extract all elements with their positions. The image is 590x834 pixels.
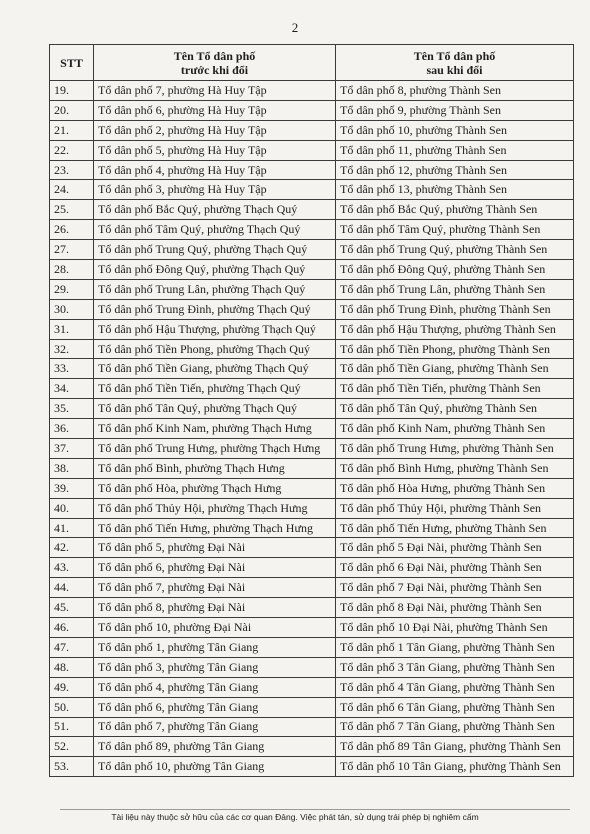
page-number: 2: [291, 20, 299, 35]
cell-stt: 37.: [50, 439, 94, 459]
cell-stt: 43.: [50, 558, 94, 578]
cell-name-before: Tổ dân phố 6, phường Tân Giang: [94, 697, 336, 717]
table-row: [50, 160, 574, 180]
table-row: [50, 737, 574, 757]
cell-stt: 38.: [50, 458, 94, 478]
table-row: [50, 618, 574, 638]
cell-name-after: Tổ dân phố Kinh Nam, phường Thành Sen: [336, 419, 574, 439]
ward-rename-table: [49, 44, 574, 777]
cell-name-after: Tổ dân phố Hòa Hưng, phường Thành Sen: [336, 478, 574, 498]
cell-name-before: Tổ dân phố 4, phường Tân Giang: [94, 677, 336, 697]
cell-name-after: Tổ dân phố Tiền Phong, phường Thành Sen: [336, 339, 574, 359]
cell-name-after: Tổ dân phố 9, phường Thành Sen: [336, 100, 574, 120]
cell-name-before: Tổ dân phố 6, phường Hà Huy Tập: [94, 100, 336, 120]
cell-name-before: Tổ dân phố 6, phường Đại Nài: [94, 558, 336, 578]
header-stt: STT: [50, 45, 94, 81]
cell-name-before: Tổ dân phố 4, phường Hà Huy Tập: [94, 160, 336, 180]
cell-name-after: Tổ dân phố 10 Tân Giang, phường Thành Sen: [336, 757, 574, 777]
cell-name-after: Tổ dân phố 7 Đại Nài, phường Thành Sen: [336, 578, 574, 598]
table-row: [50, 518, 574, 538]
cell-name-before: Tổ dân phố Tiến Hưng, phường Thạch Hưng: [94, 518, 336, 538]
table-row: [50, 538, 574, 558]
header-name-after-line1: Tên Tổ dân phố: [413, 48, 496, 63]
table-row: [50, 399, 574, 419]
cell-stt: 28.: [50, 260, 94, 280]
cell-name-before: Tổ dân phố 10, phường Tân Giang: [94, 757, 336, 777]
table-row: [50, 717, 574, 737]
cell-stt: 53.: [50, 757, 94, 777]
cell-name-before: Tổ dân phố 5, phường Đại Nài: [94, 538, 336, 558]
cell-stt: 52.: [50, 737, 94, 757]
cell-stt: 51.: [50, 717, 94, 737]
cell-name-before: Tổ dân phố Bắc Quý, phường Thạch Quý: [94, 200, 336, 220]
cell-stt: 48.: [50, 657, 94, 677]
cell-name-after: Tổ dân phố 3 Tân Giang, phường Thành Sen: [336, 657, 574, 677]
cell-name-before: Tổ dân phố 7, phường Hà Huy Tập: [94, 81, 336, 101]
cell-stt: 46.: [50, 618, 94, 638]
cell-name-before: Tổ dân phố 7, phường Đại Nài: [94, 578, 336, 598]
header-name-before-line2: trước khi đổi: [180, 62, 249, 77]
cell-name-before: Tổ dân phố 2, phường Hà Huy Tập: [94, 120, 336, 140]
table-row: [50, 677, 574, 697]
cell-stt: 39.: [50, 478, 94, 498]
cell-stt: 35.: [50, 399, 94, 419]
table-row: [50, 558, 574, 578]
footer-divider: [60, 809, 570, 810]
table-row: [50, 81, 574, 101]
cell-name-after: Tổ dân phố Trung Đình, phường Thành Sen: [336, 299, 574, 319]
cell-stt: 23.: [50, 160, 94, 180]
cell-stt: 27.: [50, 240, 94, 260]
cell-name-after: Tổ dân phố Hậu Thượng, phường Thành Sen: [336, 319, 574, 339]
cell-stt: 30.: [50, 299, 94, 319]
cell-name-after: Tổ dân phố 8 Đại Nài, phường Thành Sen: [336, 598, 574, 618]
table-row: [50, 339, 574, 359]
cell-name-before: Tổ dân phố Hòa, phường Thạch Hưng: [94, 478, 336, 498]
cell-name-after: Tổ dân phố Thủy Hội, phường Thành Sen: [336, 498, 574, 518]
cell-name-before: Tổ dân phố Trung Lân, phường Thạch Quý: [94, 279, 336, 299]
table-row: [50, 598, 574, 618]
table-row: [50, 458, 574, 478]
cell-stt: 19.: [50, 81, 94, 101]
table-row: [50, 359, 574, 379]
cell-name-after: Tổ dân phố 10 Đại Nài, phường Thành Sen: [336, 618, 574, 638]
cell-stt: 33.: [50, 359, 94, 379]
cell-stt: 25.: [50, 200, 94, 220]
cell-stt: 22.: [50, 140, 94, 160]
cell-name-before: Tổ dân phố Đông Quý, phường Thạch Quý: [94, 260, 336, 280]
header-name-before-line1: Tên Tổ dân phố: [173, 48, 256, 63]
table-row: [50, 657, 574, 677]
table-row: [50, 220, 574, 240]
cell-name-after: Tổ dân phố 10, phường Thành Sen: [336, 120, 574, 140]
cell-name-after: Tổ dân phố 13, phường Thành Sen: [336, 180, 574, 200]
cell-name-before: Tổ dân phố 10, phường Đại Nài: [94, 618, 336, 638]
table-row: [50, 299, 574, 319]
cell-name-before: Tổ dân phố Bình, phường Thạch Hưng: [94, 458, 336, 478]
cell-name-before: Tổ dân phố Trung Đình, phường Thạch Quý: [94, 299, 336, 319]
cell-name-after: Tổ dân phố 5 Đại Nài, phường Thành Sen: [336, 538, 574, 558]
cell-name-after: Tổ dân phố 6 Tân Giang, phường Thành Sen: [336, 697, 574, 717]
table-row: [50, 439, 574, 459]
cell-name-after: Tổ dân phố 6 Đại Nài, phường Thành Sen: [336, 558, 574, 578]
table-row: [50, 498, 574, 518]
cell-stt: 36.: [50, 419, 94, 439]
cell-name-after: Tổ dân phố Tiền Giang, phường Thành Sen: [336, 359, 574, 379]
table-row: [50, 180, 574, 200]
cell-name-before: Tổ dân phố Thủy Hội, phường Thạch Hưng: [94, 498, 336, 518]
cell-name-before: Tổ dân phố Kinh Nam, phường Thạch Hưng: [94, 419, 336, 439]
table-row: [50, 100, 574, 120]
cell-stt: 41.: [50, 518, 94, 538]
table-row: [50, 120, 574, 140]
table-body: [50, 81, 574, 777]
cell-stt: 29.: [50, 279, 94, 299]
cell-name-before: Tổ dân phố 5, phường Hà Huy Tập: [94, 140, 336, 160]
cell-name-before: Tổ dân phố Tiền Giang, phường Thạch Quý: [94, 359, 336, 379]
cell-name-before: Tổ dân phố Tâm Quý, phường Thạch Quý: [94, 220, 336, 240]
table-row: [50, 240, 574, 260]
table-row: [50, 379, 574, 399]
cell-name-before: Tổ dân phố 1, phường Tân Giang: [94, 637, 336, 657]
cell-name-after: Tổ dân phố Trung Hưng, phường Thành Sen: [336, 439, 574, 459]
cell-stt: 31.: [50, 319, 94, 339]
table-row: [50, 140, 574, 160]
cell-stt: 32.: [50, 339, 94, 359]
table-row: [50, 697, 574, 717]
cell-stt: 44.: [50, 578, 94, 598]
cell-name-before: Tổ dân phố 3, phường Hà Huy Tập: [94, 180, 336, 200]
cell-stt: 20.: [50, 100, 94, 120]
cell-name-before: Tổ dân phố 89, phường Tân Giang: [94, 737, 336, 757]
table-row: [50, 578, 574, 598]
cell-name-after: Tổ dân phố 1 Tân Giang, phường Thành Sen: [336, 637, 574, 657]
cell-name-after: Tổ dân phố 7 Tân Giang, phường Thành Sen: [336, 717, 574, 737]
cell-name-after: Tổ dân phố Bình Hưng, phường Thành Sen: [336, 458, 574, 478]
cell-name-before: Tổ dân phố Tiền Phong, phường Thạch Quý: [94, 339, 336, 359]
table-header-row: [50, 45, 574, 81]
cell-name-after: Tổ dân phố 4 Tân Giang, phường Thành Sen: [336, 677, 574, 697]
cell-name-after: Tổ dân phố Tân Quý, phường Thành Sen: [336, 399, 574, 419]
header-name-after: [336, 45, 574, 81]
cell-name-before: Tổ dân phố Trung Hưng, phường Thạch Hưng: [94, 439, 336, 459]
cell-name-after: Tổ dân phố Trung Lân, phường Thành Sen: [336, 279, 574, 299]
cell-name-after: Tổ dân phố Trung Quý, phường Thành Sen: [336, 240, 574, 260]
cell-stt: 45.: [50, 598, 94, 618]
cell-name-before: Tổ dân phố Tiền Tiến, phường Thạch Quý: [94, 379, 336, 399]
table-row: [50, 478, 574, 498]
cell-stt: 34.: [50, 379, 94, 399]
cell-name-after: Tổ dân phố Tiền Tiến, phường Thành Sen: [336, 379, 574, 399]
table-row: [50, 419, 574, 439]
cell-name-after: Tổ dân phố Tiến Hưng, phường Thành Sen: [336, 518, 574, 538]
cell-name-before: Tổ dân phố Tân Quý, phường Thạch Quý: [94, 399, 336, 419]
cell-name-after: Tổ dân phố Tâm Quý, phường Thành Sen: [336, 220, 574, 240]
cell-name-before: Tổ dân phố Hậu Thượng, phường Thạch Quý: [94, 319, 336, 339]
cell-name-after: Tổ dân phố 8, phường Thành Sen: [336, 81, 574, 101]
cell-name-after: Tổ dân phố Bắc Quý, phường Thành Sen: [336, 200, 574, 220]
cell-name-before: Tổ dân phố 7, phường Tân Giang: [94, 717, 336, 737]
cell-name-after: Tổ dân phố 12, phường Thành Sen: [336, 160, 574, 180]
table-row: [50, 200, 574, 220]
table-row: [50, 637, 574, 657]
footer-notice: Tài liệu này thuộc sở hữu của các cơ quan Đảng. Việc phát tán, sử dụng trái phép bị nghiêm cấm: [111, 812, 479, 822]
cell-name-before: Tổ dân phố Trung Quý, phường Thạch Quý: [94, 240, 336, 260]
header-name-after-line2: sau khi đổi: [426, 62, 483, 77]
cell-name-after: Tổ dân phố 11, phường Thành Sen: [336, 140, 574, 160]
header-name-before: [94, 45, 336, 81]
cell-stt: 26.: [50, 220, 94, 240]
cell-name-after: Tổ dân phố 89 Tân Giang, phường Thành Sen: [336, 737, 574, 757]
cell-stt: 50.: [50, 697, 94, 717]
cell-name-after: Tổ dân phố Đông Quý, phường Thành Sen: [336, 260, 574, 280]
cell-stt: 24.: [50, 180, 94, 200]
cell-stt: 42.: [50, 538, 94, 558]
cell-stt: 47.: [50, 637, 94, 657]
cell-name-before: Tổ dân phố 8, phường Đại Nài: [94, 598, 336, 618]
table-row: [50, 260, 574, 280]
cell-stt: 40.: [50, 498, 94, 518]
cell-stt: 21.: [50, 120, 94, 140]
table-row: [50, 757, 574, 777]
table-row: [50, 279, 574, 299]
table-row: [50, 319, 574, 339]
cell-name-before: Tổ dân phố 3, phường Tân Giang: [94, 657, 336, 677]
cell-stt: 49.: [50, 677, 94, 697]
